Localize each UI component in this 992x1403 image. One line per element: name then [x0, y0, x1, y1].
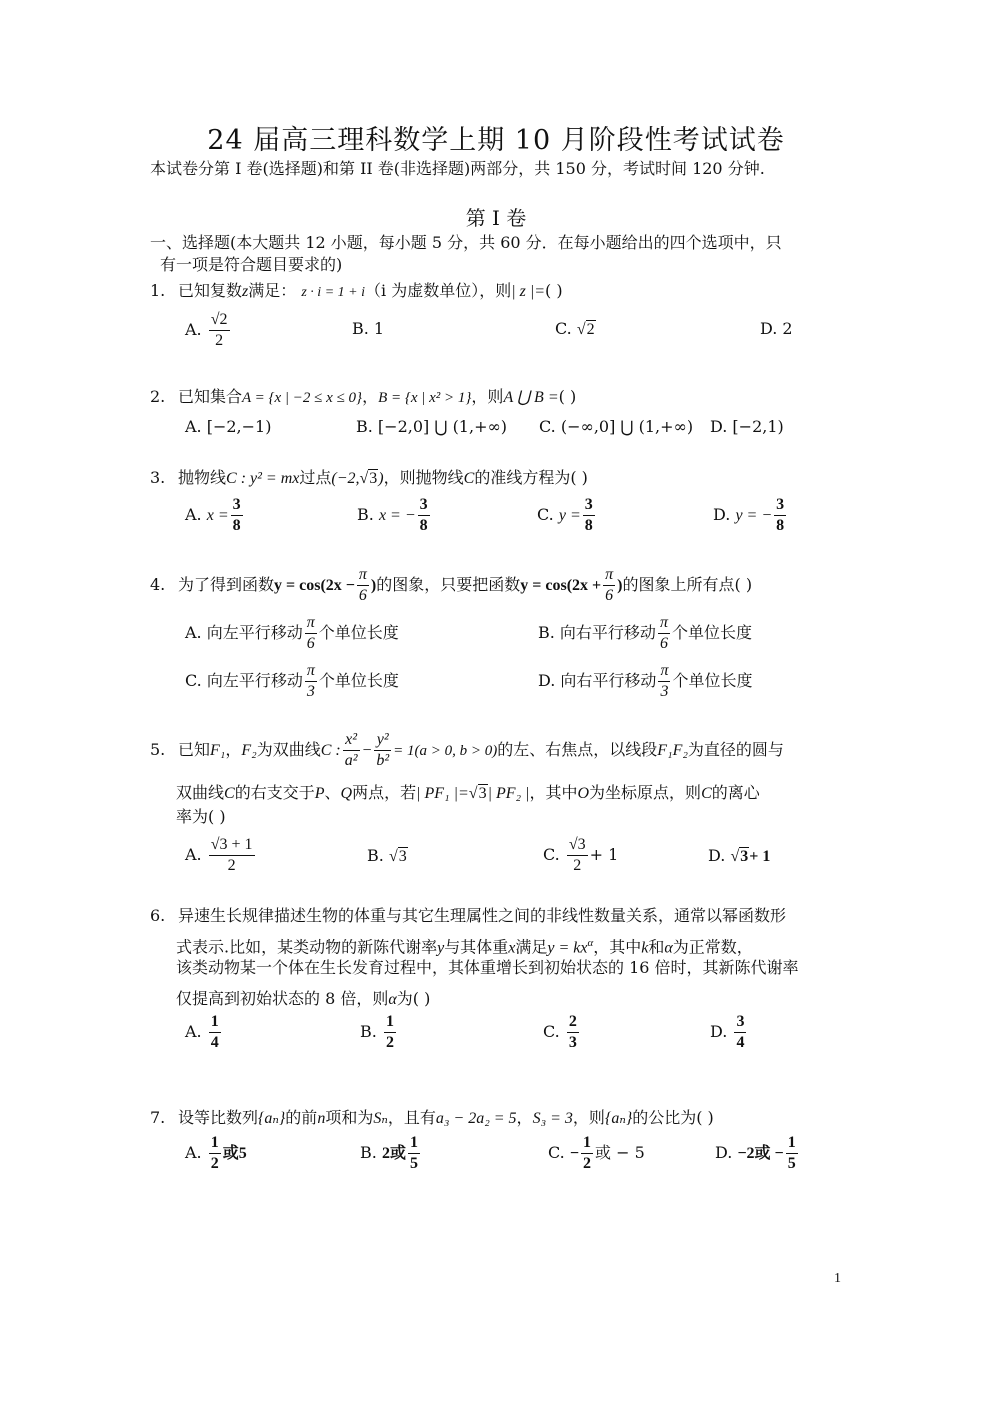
math-function-2: y = cos(2x +	[520, 577, 602, 594]
stem-text: 仅提高到初始状态的 8 倍，则	[176, 989, 389, 1008]
stem-text: 设等比数列	[178, 1108, 259, 1127]
numerator: π	[603, 565, 615, 586]
q1-option-d: D. 2	[760, 319, 793, 338]
question-1-stem	[150, 278, 563, 306]
denominator: 4	[210, 1034, 219, 1051]
radical-icon: √	[359, 470, 369, 487]
q7-option-d	[715, 1133, 800, 1174]
stem-text: 、	[324, 783, 341, 802]
math-point: )	[378, 470, 384, 487]
question-number: 3.	[150, 468, 166, 487]
q3-option-a	[185, 495, 245, 536]
option-text: 个单位长度	[318, 671, 399, 690]
fraction	[581, 1133, 593, 1174]
question-6-line-3: 该类动物某一个体在生长发育过程中，其体重增长到初始状态的 16 倍时，其新陈代谢率	[176, 958, 799, 977]
stem-text: 两点，若	[352, 783, 417, 802]
math-set-b: B = {x | x² > 1}	[378, 390, 472, 406]
math-hyperbola: C :	[320, 742, 341, 759]
math-f2: F₂	[241, 742, 257, 759]
numerator: 1	[209, 1133, 221, 1154]
stem-text: 满足	[515, 937, 548, 957]
stem-text: 为坐标原点，则	[589, 783, 702, 802]
option-label: A.	[185, 505, 202, 524]
stem-text: 过点	[299, 468, 332, 487]
denominator: 6	[605, 587, 614, 604]
q6-option-d	[710, 1012, 748, 1053]
numerator: 1	[408, 1133, 420, 1154]
option-text: A. 向左平行移动	[185, 623, 303, 642]
sqrt-expression	[389, 847, 408, 865]
radicand: 3	[478, 785, 487, 802]
fraction	[357, 565, 369, 606]
math-sequence: {aₙ}	[604, 1110, 633, 1127]
fraction	[384, 1012, 396, 1053]
math-c: C	[463, 470, 475, 487]
fraction	[734, 1012, 746, 1053]
stem-text: （i 为虚数单位），则	[364, 281, 512, 300]
numerator: 1	[209, 1012, 221, 1033]
option-text: −2或 −	[737, 1145, 784, 1162]
math-p: P	[314, 785, 325, 802]
q4-option-a	[185, 613, 399, 654]
stem-text: 满足：	[248, 281, 297, 300]
question-5-line-2	[176, 780, 856, 807]
q2-option-d: D. [−2,1)	[710, 417, 784, 436]
stem-text: 双曲线	[176, 783, 225, 802]
numerator: 3	[583, 495, 595, 516]
radical-icon: √	[730, 848, 740, 865]
denominator: 3	[568, 1034, 577, 1051]
question-number: 6.	[150, 906, 166, 925]
stem-text: ，	[516, 1108, 533, 1127]
fraction	[658, 613, 670, 654]
option-label: A.	[185, 320, 202, 339]
q1-option-b: B. 1	[352, 319, 385, 338]
math-equation-1: a₃ − 2a₂ = 5	[435, 1110, 517, 1127]
numerator: 3	[774, 495, 786, 516]
sqrt-expression	[577, 320, 596, 338]
math-paren: )	[617, 577, 623, 594]
stem-text: 的图象，只要把函数	[376, 575, 521, 594]
math-power-law: y = kx	[547, 939, 588, 957]
option-text: −	[569, 1145, 579, 1162]
denominator: 5	[787, 1155, 796, 1172]
q1-option-c	[555, 316, 596, 343]
math-equation-2: S₃ = 3	[532, 1110, 573, 1127]
q7-option-a	[185, 1133, 247, 1174]
math-plus-one: + 1	[589, 845, 619, 864]
numerator: π	[357, 565, 369, 586]
numerator: √3 + 1	[209, 835, 255, 856]
stem-text: ，则	[572, 1108, 605, 1127]
numerator: x²	[343, 730, 360, 751]
fraction	[209, 1133, 221, 1174]
option-label: C.	[555, 319, 572, 338]
q6-option-a	[185, 1012, 223, 1053]
option-label: C.	[543, 845, 560, 864]
option-text: C. 向左平行移动	[185, 671, 303, 690]
sqrt-expression	[469, 784, 488, 802]
math-k: k	[641, 939, 649, 957]
option-label: A.	[185, 1143, 202, 1162]
option-label: D.	[708, 846, 726, 865]
section-instructions	[150, 232, 840, 276]
math-segment: F₁F₂	[657, 742, 688, 759]
q5-option-d	[708, 843, 770, 870]
denominator: 2	[210, 1155, 219, 1172]
math-lhs: x =	[206, 507, 229, 524]
q6-option-c	[543, 1012, 581, 1053]
math-f1: F₁	[210, 742, 226, 759]
fraction	[418, 495, 430, 536]
stem-text: 的右支交于	[234, 783, 315, 802]
math-sn: Sₙ	[373, 1110, 388, 1127]
option-label: A.	[185, 1022, 202, 1041]
question-number: 7.	[150, 1108, 166, 1127]
exam-description: 本试卷分第 I 卷(选择题)和第 II 卷(非选择题)两部分，共 150 分，考试时间 120 分钟.	[150, 159, 765, 178]
q5-option-c	[543, 835, 618, 876]
option-label: B.	[360, 1143, 377, 1162]
q2-option-c: C. (−∞,0] ⋃ (1,+∞)	[539, 417, 694, 436]
question-5-line-3: 率为( )	[176, 807, 226, 826]
q7-option-b	[360, 1133, 422, 1174]
option-label: B.	[357, 505, 374, 524]
stem-text: 为双曲线	[256, 740, 321, 759]
math-exponent: α	[587, 937, 594, 949]
numerator: √3	[567, 835, 588, 856]
denominator: b²	[376, 752, 390, 769]
option-label: D.	[713, 505, 731, 524]
fraction	[231, 495, 243, 536]
question-4-stem	[150, 565, 752, 606]
fraction	[567, 835, 588, 876]
stem-text: ，则抛物线	[383, 468, 464, 487]
math-union: A ⋃ B =	[503, 389, 559, 406]
radicand: 3	[740, 848, 749, 865]
radical-icon: √	[468, 785, 478, 802]
numerator: 2	[567, 1012, 579, 1033]
numerator: π	[305, 661, 317, 682]
math-c: C	[224, 785, 235, 802]
denominator: 3	[660, 683, 669, 700]
stem-text: ( )	[545, 281, 563, 300]
q3-option-b	[357, 495, 432, 536]
stem-text: 为了得到函数	[178, 575, 275, 594]
numerator: √2	[209, 310, 230, 331]
math-condition: | PF₂ |	[487, 785, 530, 802]
math-lhs: y =	[558, 507, 581, 524]
denominator: 2	[582, 1155, 591, 1172]
math-alpha: α	[388, 991, 397, 1008]
math-c: C	[701, 785, 712, 802]
sqrt-expression	[730, 847, 749, 865]
question-7-stem	[150, 1105, 714, 1132]
q4-option-d	[538, 661, 752, 702]
numerator: π	[658, 613, 670, 634]
denominator: 8	[776, 517, 785, 534]
denominator: 6	[659, 635, 668, 652]
denominator: a²	[344, 752, 358, 769]
math-z: z	[242, 283, 249, 300]
q6-option-b	[360, 1012, 398, 1053]
fraction	[567, 1012, 579, 1053]
numerator: 3	[734, 1012, 746, 1033]
question-6-line-4	[176, 986, 856, 1013]
denominator: 8	[232, 517, 241, 534]
math-alpha: α	[664, 939, 673, 957]
math-condition: | PF₁ |=	[416, 785, 469, 802]
stem-text: 与其体重	[444, 937, 509, 957]
fraction	[583, 495, 595, 536]
denominator: 2	[215, 332, 224, 349]
stem-text: 为直径的圆与	[687, 740, 784, 759]
q2-option-b: B. [−2,0] ⋃ (1,+∞)	[356, 417, 508, 436]
q2-option-a: A. [−2,−1)	[185, 417, 272, 436]
denominator: 2	[227, 857, 236, 874]
volume-heading: 第 I 卷	[465, 206, 527, 230]
numerator: 1	[786, 1133, 798, 1154]
math-plus-one: + 1	[749, 848, 771, 865]
numerator: π	[658, 661, 670, 682]
page-number: 1	[834, 1271, 841, 1286]
fraction	[209, 1012, 221, 1053]
denominator: 8	[419, 517, 428, 534]
question-number: 2.	[150, 387, 166, 406]
fraction	[774, 495, 786, 536]
q4-option-b	[538, 613, 752, 654]
option-label: B.	[367, 846, 384, 865]
fraction	[209, 835, 255, 876]
q1-option-a	[185, 310, 232, 351]
stem-text: ，	[225, 740, 242, 759]
numerator: 1	[581, 1133, 593, 1154]
math-abs: | z |=	[511, 283, 546, 300]
stem-text: 的前	[285, 1108, 318, 1127]
stem-text: 项和为	[325, 1108, 374, 1127]
stem-text: ( )	[558, 387, 577, 406]
denominator: 4	[736, 1034, 745, 1051]
numerator: 3	[231, 495, 243, 516]
stem-text: 异速生长规律描述生物的体重与其它生理属性之间的非线性数量关系，通常以幂函数形	[178, 906, 787, 925]
option-text: 2或	[381, 1145, 406, 1162]
math-function-1: y = cos(2x −	[274, 577, 355, 594]
q4-option-c	[185, 661, 399, 702]
math-x: x	[508, 939, 516, 957]
question-number: 1.	[150, 281, 166, 300]
numerator: 1	[384, 1012, 396, 1033]
option-text: 个单位长度	[672, 671, 753, 690]
math-y: y	[437, 939, 445, 957]
stem-text: 的左、右焦点，以线段	[497, 740, 658, 759]
stem-text: 的公比为( )	[632, 1108, 714, 1127]
section-line-2: 有一项是符合题目要求的)	[160, 255, 343, 274]
stem-text: 已知复数	[178, 281, 243, 300]
denominator: 6	[306, 635, 315, 652]
option-label: C.	[543, 1022, 560, 1041]
denominator: 8	[584, 517, 593, 534]
numerator: 3	[418, 495, 430, 516]
fraction	[786, 1133, 798, 1174]
fraction	[603, 565, 615, 606]
stem-text: 式表示.比如，某类动物的新陈代谢率	[176, 937, 438, 957]
stem-text: ，其中	[593, 937, 642, 957]
question-2-stem	[150, 384, 576, 411]
q3-option-d	[713, 495, 788, 536]
stem-text: 为( )	[396, 989, 431, 1008]
radicand: 3	[369, 470, 378, 487]
option-label: A.	[185, 845, 202, 864]
option-label: C.	[548, 1143, 565, 1162]
radicand: 2	[586, 321, 595, 338]
stem-text: ，且有	[387, 1108, 436, 1127]
question-number: 5.	[150, 740, 166, 759]
stem-text: ，其中	[529, 783, 578, 802]
math-o: O	[577, 785, 590, 802]
question-number: 4.	[150, 575, 166, 594]
stem-text: 和	[648, 937, 665, 957]
question-6-stem	[150, 903, 786, 929]
option-label: D.	[710, 1022, 728, 1041]
fraction	[658, 661, 670, 702]
radical-icon: √	[576, 321, 586, 338]
option-label: D.	[715, 1143, 733, 1162]
q5-option-a	[185, 835, 257, 876]
question-5-stem	[150, 730, 784, 771]
math-equation: z · i = 1 + i	[301, 285, 365, 300]
option-label: C.	[537, 505, 554, 524]
fraction	[305, 661, 317, 702]
math-curve: C : y² = mx	[226, 470, 300, 487]
math-minus: −	[361, 742, 373, 759]
option-text: D. 向右平行移动	[538, 671, 657, 690]
option-text: 个单位长度	[671, 623, 752, 642]
option-label: B.	[360, 1022, 377, 1041]
math-lhs: x = −	[378, 507, 416, 524]
stem-text: 的离心	[711, 783, 760, 802]
page-title: 24 届高三理科数学上期 10 月阶段性考试试卷	[207, 125, 785, 156]
math-n: n	[317, 1110, 326, 1127]
denominator: 3	[306, 683, 315, 700]
stem-text: ，	[362, 387, 379, 406]
option-text: B. 向右平行移动	[538, 623, 656, 642]
math-set-a: A = {x | −2 ≤ x ≤ 0}	[242, 390, 363, 406]
math-hyperbola: = 1(a > 0, b > 0)	[393, 743, 498, 759]
stem-text: ，则	[471, 387, 504, 406]
stem-text: 已知	[178, 740, 211, 759]
option-text: 或5	[222, 1145, 247, 1162]
section-line-1: 一、选择题(本大题共 12 小题，每小题 5 分，共 60 分．在每小题给出的四个选项中，只	[150, 233, 782, 252]
denominator: 2	[573, 857, 582, 874]
question-3-stem	[150, 465, 588, 492]
fraction	[408, 1133, 420, 1174]
radical-icon: √	[388, 848, 398, 865]
q5-option-b	[367, 843, 408, 870]
stem-text: 为正常数，	[672, 937, 753, 957]
math-lhs: y = −	[735, 507, 773, 524]
option-text: 个单位长度	[318, 623, 399, 642]
radicand: 3	[398, 848, 407, 865]
q3-option-c	[537, 495, 597, 536]
math-paren: )	[370, 577, 377, 594]
option-text: 或 − 5	[594, 1143, 645, 1162]
math-sequence: {aₙ}	[258, 1110, 286, 1127]
sqrt-expression	[360, 469, 379, 487]
numerator: y²	[374, 730, 391, 751]
denominator: 2	[385, 1034, 394, 1051]
denominator: 6	[358, 587, 367, 604]
stem-text: 的图象上所有点( )	[622, 575, 753, 594]
stem-text: 抛物线	[178, 468, 227, 487]
fraction	[305, 613, 317, 654]
fraction	[374, 730, 391, 771]
numerator: π	[305, 613, 317, 634]
fraction	[209, 310, 230, 351]
stem-text: 已知集合	[178, 387, 243, 406]
stem-text: 的准线方程为( )	[474, 468, 588, 487]
denominator: 5	[409, 1155, 418, 1172]
math-q: Q	[340, 785, 353, 802]
q7-option-c	[548, 1133, 645, 1174]
math-point: (−2,	[331, 470, 360, 487]
fraction	[343, 730, 360, 771]
